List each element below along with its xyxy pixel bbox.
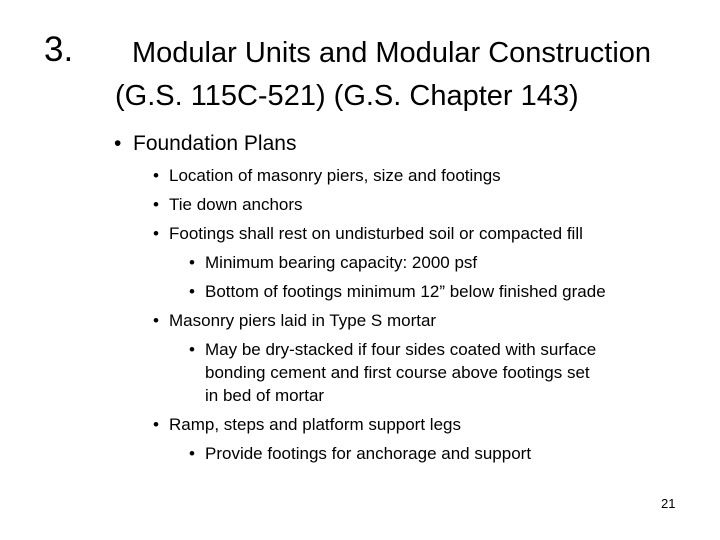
bullet-dot-icon: • <box>189 444 195 463</box>
bullet-dot-icon: • <box>153 195 159 214</box>
bullet-dot-icon: • <box>189 282 195 301</box>
bullet-text: Provide footings for anchorage and support <box>205 444 532 463</box>
bullet-text: Location of masonry piers, size and footings <box>169 166 501 185</box>
bullet-text: May be dry-stacked if four sides coated with surface <box>205 340 597 359</box>
bullet-text: Ramp, steps and platform support legs <box>169 415 461 434</box>
bullet-text: Footings shall rest on undisturbed soil or compacted fill <box>169 224 583 243</box>
bullet-text: Bottom of footings minimum 12” below finished grade <box>205 282 606 301</box>
slide-title-line-1: Modular Units and Modular Construction <box>132 37 652 69</box>
bullet-text: Minimum bearing capacity: 2000 psf <box>205 253 478 272</box>
bullet-dot-icon: • <box>153 415 159 434</box>
bullet-text: Tie down anchors <box>169 195 303 214</box>
bullet-text: Masonry piers laid in Type S mortar <box>169 311 437 330</box>
bullet-dot-icon: • <box>189 253 195 272</box>
bullet-text-continued: bonding cement and first course above footings set <box>205 363 590 382</box>
bullet-text-continued: in bed of mortar <box>205 386 325 405</box>
bullet-dot-icon: • <box>189 340 195 359</box>
bullet-dot-icon: • <box>114 132 122 155</box>
slide-title-line-2: (G.S. 115C-521) (G.S. Chapter 143) <box>115 80 579 112</box>
page-number: 21 <box>661 496 676 511</box>
bullet-dot-icon: • <box>153 166 159 185</box>
section-heading: Foundation Plans <box>133 132 297 155</box>
bullet-dot-icon: • <box>153 311 159 330</box>
slide-number: 3. <box>44 30 74 69</box>
bullet-dot-icon: • <box>153 224 159 243</box>
